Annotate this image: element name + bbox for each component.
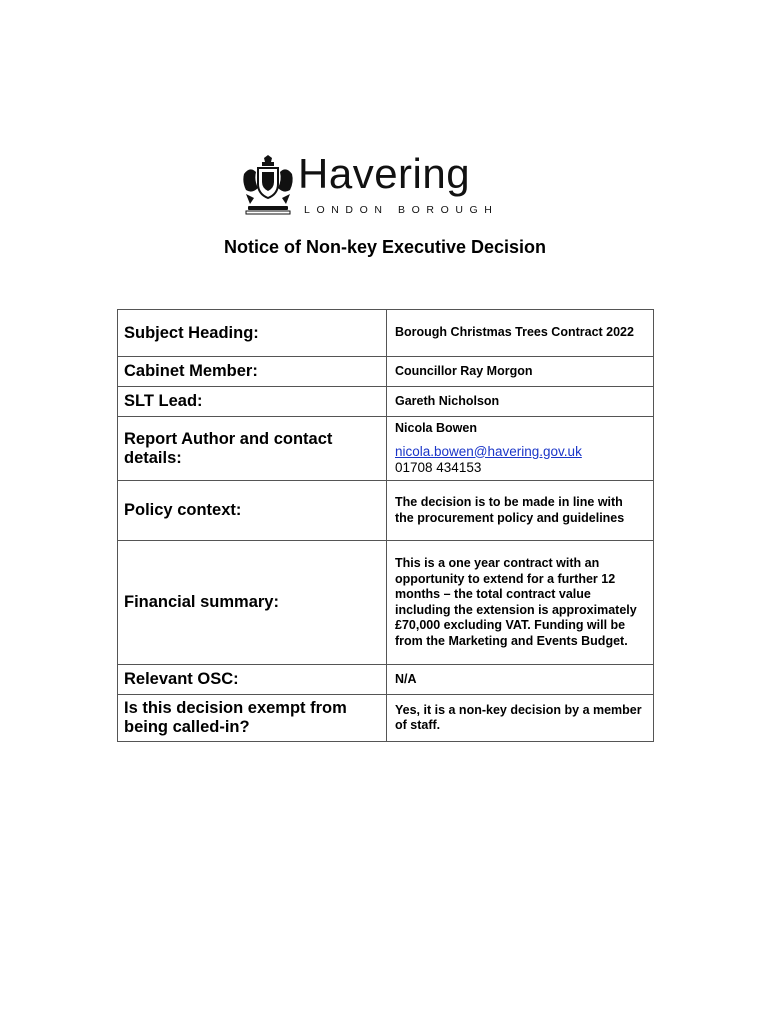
table-row [118, 310, 654, 357]
row-value: Gareth Nicholson [387, 387, 654, 417]
row-label: Is this decision exempt from being called-in? [118, 695, 387, 742]
row-label: SLT Lead: [118, 387, 387, 417]
row-label: Relevant OSC: [118, 665, 387, 695]
row-value: Borough Christmas Trees Contract 2022 [387, 310, 654, 357]
author-name: Nicola Bowen [395, 421, 477, 435]
author-email-link[interactable]: nicola.bowen@havering.gov.uk [395, 443, 582, 459]
row-label: Cabinet Member: [118, 357, 387, 387]
row-label: Report Author and contact details: [118, 417, 387, 481]
table-row [118, 481, 654, 541]
table-row [118, 541, 654, 665]
author-phone: 01708 434153 [395, 459, 482, 475]
row-value: Councillor Ray Morgon [387, 357, 654, 387]
logo-wordmark: Havering [298, 150, 471, 197]
page-title: Notice of Non-key Executive Decision [223, 237, 547, 257]
table-row [118, 357, 654, 387]
row-label: Financial summary: [118, 541, 387, 665]
row-value: Yes, it is a non-key decision by a member of staff. [387, 695, 654, 742]
row-label: Policy context: [118, 481, 387, 541]
table-row [118, 695, 654, 742]
row-value-author [387, 417, 654, 481]
havering-logo [240, 150, 522, 218]
row-value: The decision is to be made in line with the procurement policy and guidelines [387, 481, 654, 541]
logo-subtitle: LONDON BOROUGH [304, 204, 499, 216]
row-value: This is a one year contract with an opportunity to extend for a further 12 months – the total contract value including the extension is approximately £70,000 excluding VAT. Funding will be from the Marketing and Events Budget. [387, 541, 654, 665]
row-value: N/A [387, 665, 654, 695]
table-row [118, 665, 654, 695]
row-label: Subject Heading: [118, 310, 387, 357]
coat-of-arms-icon [240, 154, 296, 216]
decision-table [117, 309, 654, 742]
table-row [118, 417, 654, 481]
table-row [118, 387, 654, 417]
